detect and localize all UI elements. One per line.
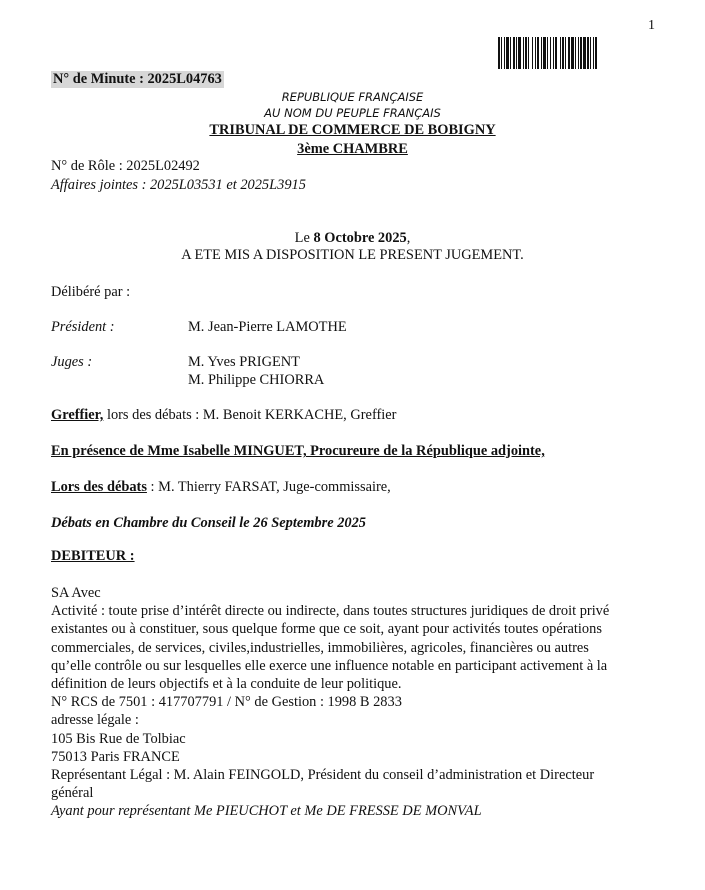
barcode-bar (498, 37, 500, 69)
date-suffix: , (406, 230, 411, 246)
greffier-text: lors des débats : M. Benoit KERKACHE, Greffier (103, 407, 397, 423)
barcode-bar (578, 37, 579, 69)
barcode-bar (516, 37, 517, 69)
adresse-city: 75013 Paris FRANCE (51, 748, 180, 765)
president-label: Président : (51, 319, 115, 335)
disposition-statement: A ETE MIS A DISPOSITION LE PRESENT JUGEMENT. (181, 247, 524, 263)
barcode-bar (555, 37, 557, 69)
barcode-bar (518, 37, 521, 69)
barcode-bar (595, 37, 597, 69)
barcode-bar (553, 37, 554, 69)
greffier-line (51, 407, 396, 424)
barcode-bar (565, 37, 566, 69)
barcode-bar (513, 37, 515, 69)
juges-label: Juges : (51, 354, 93, 370)
adresse-street: 105 Bis Rue de Tolbiac (51, 730, 186, 747)
barcode-bar (537, 37, 539, 69)
barcode-bar (562, 37, 564, 69)
barcode-bar (568, 37, 570, 69)
juge-name: M. Yves PRIGENT (188, 354, 300, 370)
activite-line: définition de leurs objectifs et à la conduite de leur politique. (51, 676, 402, 693)
barcode-bar (532, 37, 533, 69)
avocats: Ayant pour représentant Me PIEUCHOT et Me DE FRESSE DE MONVAL (51, 803, 482, 820)
activite-line: existantes ou à constituer, sous quelque forme que ce soit, ayant pour activités toutes opérations (51, 621, 602, 638)
adresse-label: adresse légale : (51, 712, 139, 729)
barcode-bar (506, 37, 509, 69)
barcode-bar (528, 37, 529, 69)
representant-legal: Représentant Légal : M. Alain FEINGOLD, Président du conseil d’administration et Directeur (51, 767, 595, 784)
affaires-jointes: Affaires jointes : 2025L03531 et 2025L3915 (51, 177, 306, 193)
greffier-label: Greffier, (51, 407, 104, 423)
activite-line: qu’elle contrôle ou sur lesquelles elle exerce une influence notable en participant activement à la (51, 657, 608, 674)
barcode-bar (587, 37, 589, 69)
chambre-title: 3ème CHAMBRE (297, 141, 408, 157)
juge-name: M. Philippe CHIORRA (188, 372, 325, 388)
barcode-bar (501, 37, 502, 69)
chambre-du-conseil: Débats en Chambre du Conseil le 26 Septembre 2025 (51, 515, 366, 531)
president-name: M. Jean-Pierre LAMOTHE (188, 319, 347, 335)
au-nom-du-peuple: AU NOM DU PEUPLE FRANÇAIS (264, 106, 441, 120)
barcode-bar (580, 37, 582, 69)
rcs-number: N° RCS de 7501 : 417707791 / N° de Gestion : 1998 B 2833 (51, 694, 402, 711)
barcode-bar (523, 37, 524, 69)
debiteur-heading: DEBITEUR : (51, 548, 135, 564)
tribunal-title: TRIBUNAL DE COMMERCE DE BOBIGNY (209, 122, 496, 138)
minute-number: N° de Minute : 2025L04763 (53, 71, 222, 87)
republique-francaise: REPUBLIQUE FRANÇAISE (281, 90, 424, 104)
judgment-date: 8 Octobre 2025 (313, 230, 407, 246)
judgment-date-line (0, 230, 705, 247)
page-number: 1 (648, 18, 655, 33)
barcode (497, 37, 639, 69)
barcode-bar (547, 37, 548, 69)
presence-procureure: En présence de Mme Isabelle MINGUET, Procureure de la République adjointe, (51, 443, 545, 459)
representant-legal-cont: général (51, 785, 94, 802)
barcode-bar (575, 37, 576, 69)
debiteur-details (51, 584, 663, 821)
activite-line: commerciales, de services, civiles,industrielles, immobilières, agricoles, financières ou autres (51, 639, 589, 656)
barcode-bar (571, 37, 574, 69)
activite-line: Activité : toute prise d’intérêt directe ou indirecte, dans toutes structures juridiques de droit privé (51, 603, 610, 620)
barcode-bar (550, 37, 551, 69)
barcode-bar (541, 37, 542, 69)
lors-des-debats-line (51, 479, 391, 496)
lors-des-debats-text: : M. Thierry FARSAT, Juge-commissaire, (146, 479, 391, 495)
barcode-bar (593, 37, 594, 69)
barcode-bar (510, 37, 511, 69)
barcode-bar (583, 37, 586, 69)
delibere-label: Délibéré par : (51, 284, 131, 300)
barcode-bar (535, 37, 536, 69)
barcode-bar (543, 37, 546, 69)
barcode-bar (525, 37, 527, 69)
role-number: N° de Rôle : 2025L02492 (51, 158, 200, 174)
barcode-bar (504, 37, 505, 69)
lors-des-debats-label: Lors des débats (51, 479, 147, 495)
debiteur-name: SA Avec (51, 585, 101, 601)
barcode-bar (590, 37, 591, 69)
barcode-bar (560, 37, 561, 69)
date-prefix: Le (294, 230, 314, 246)
